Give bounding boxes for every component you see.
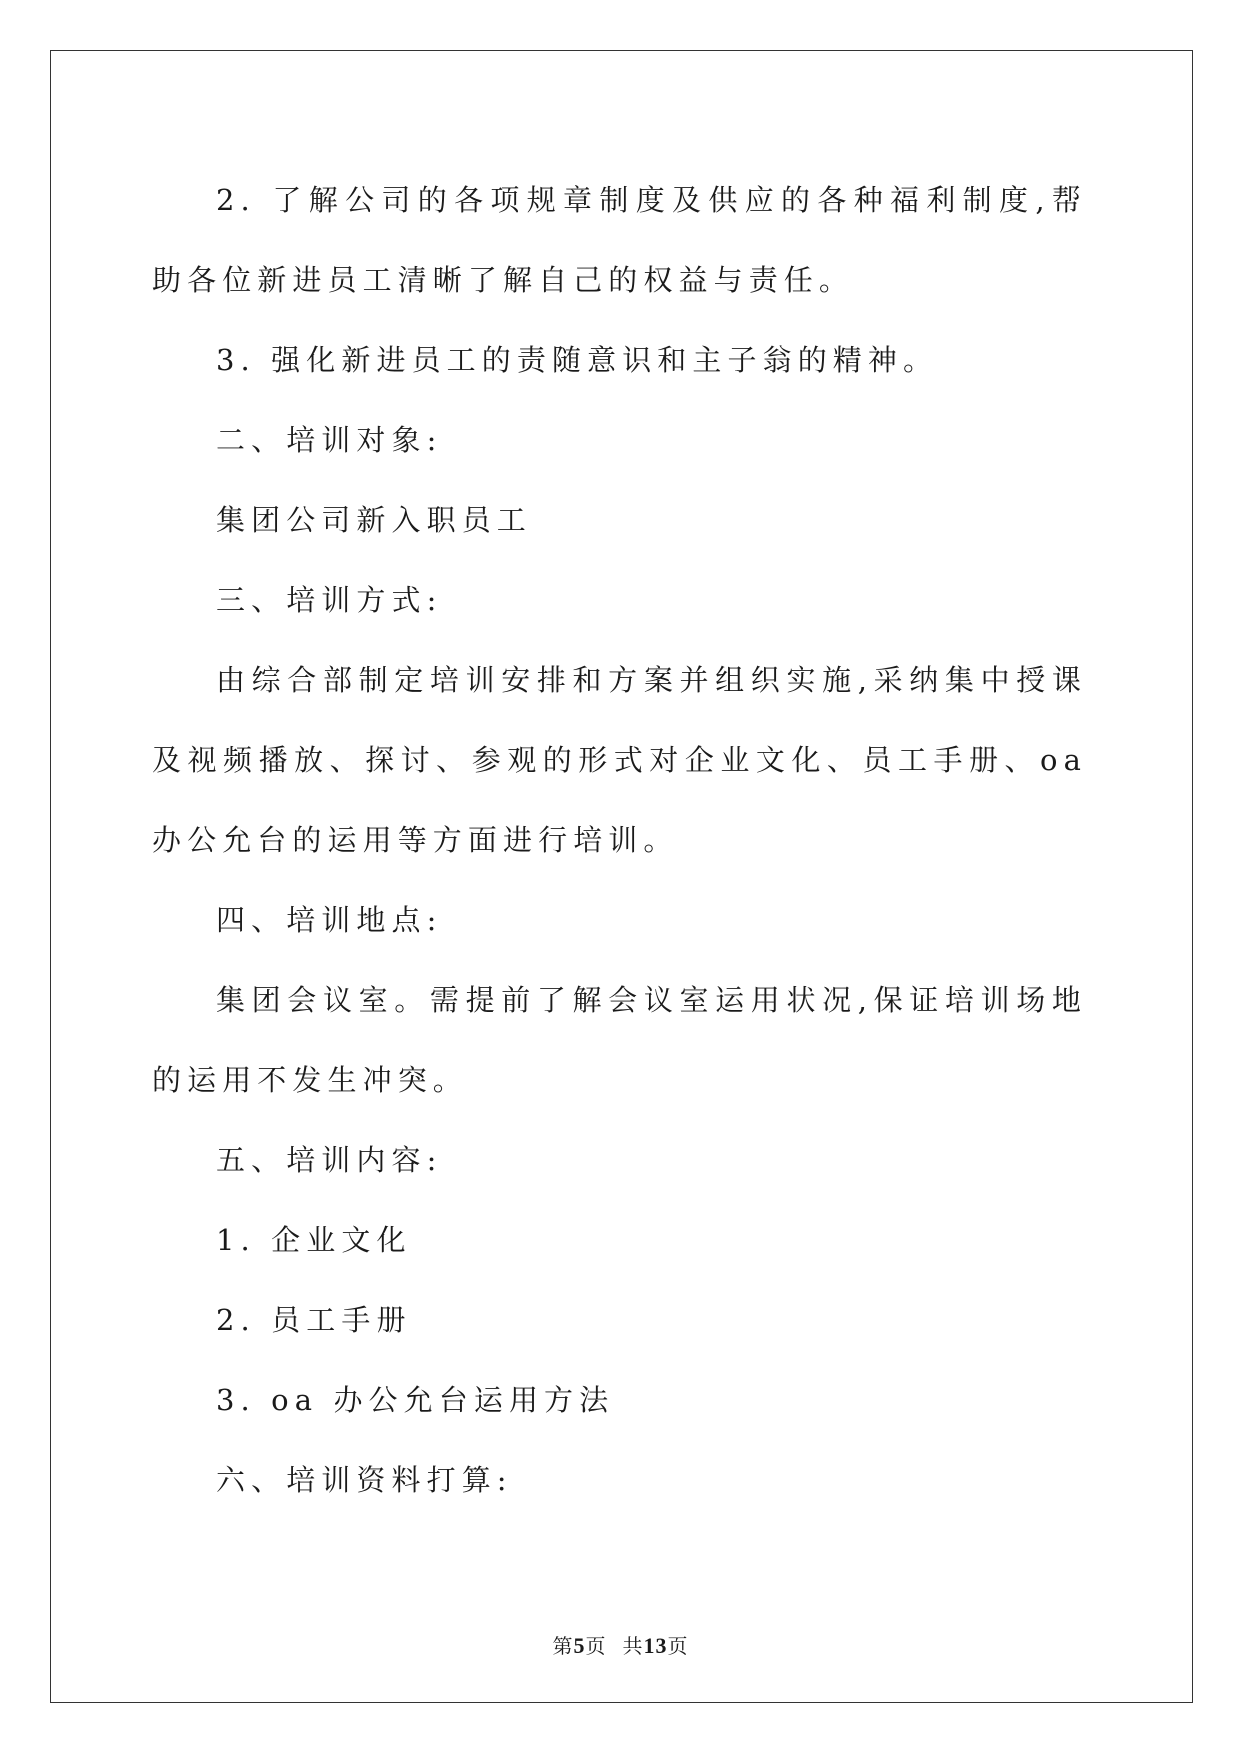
list-item: 1. 企业文化 [216,1223,412,1257]
section-heading: 六、培训资料打算: [216,1463,513,1497]
paragraph: 集团公司新入职员工 [216,503,532,537]
paragraph: 由综合部制定培训安排和方案并组织实施,采纳集中授课及视频播放、探讨、参观的形式对企业文化、员工手册、oa 办公允台的运用等方面进行培训。 [152,663,1087,857]
footer-prefix: 第 [552,1634,574,1658]
page-number: 5 [573,1633,586,1658]
section-heading: 五、培训内容: [216,1143,443,1177]
section-heading: 三、培训方式: [216,583,443,617]
section-heading: 二、培训对象: [216,423,443,457]
footer-total-prefix: 共 [622,1634,644,1658]
section-heading: 四、培训地点: [216,903,443,937]
document-body [152,160,1087,1520]
list-item: 2. 员工手册 [216,1303,412,1337]
footer-page-suffix: 页 [585,1634,607,1658]
footer-total-suffix: 页 [667,1634,689,1658]
paragraph: 3. 强化新进员工的责随意识和主子翁的精神。 [216,343,939,377]
paragraph: 2. 了解公司的各项规章制度及供应的各种福利制度,帮助各位新进员工清晰了解自己的权益与责任。 [152,183,1087,297]
paragraph: 集团会议室。需提前了解会议室运用状况,保证培训场地的运用不发生冲突。 [152,983,1087,1097]
total-pages: 13 [643,1633,668,1658]
page-footer [0,1630,1241,1659]
list-item: 3. oa 办公允台运用方法 [216,1383,615,1417]
